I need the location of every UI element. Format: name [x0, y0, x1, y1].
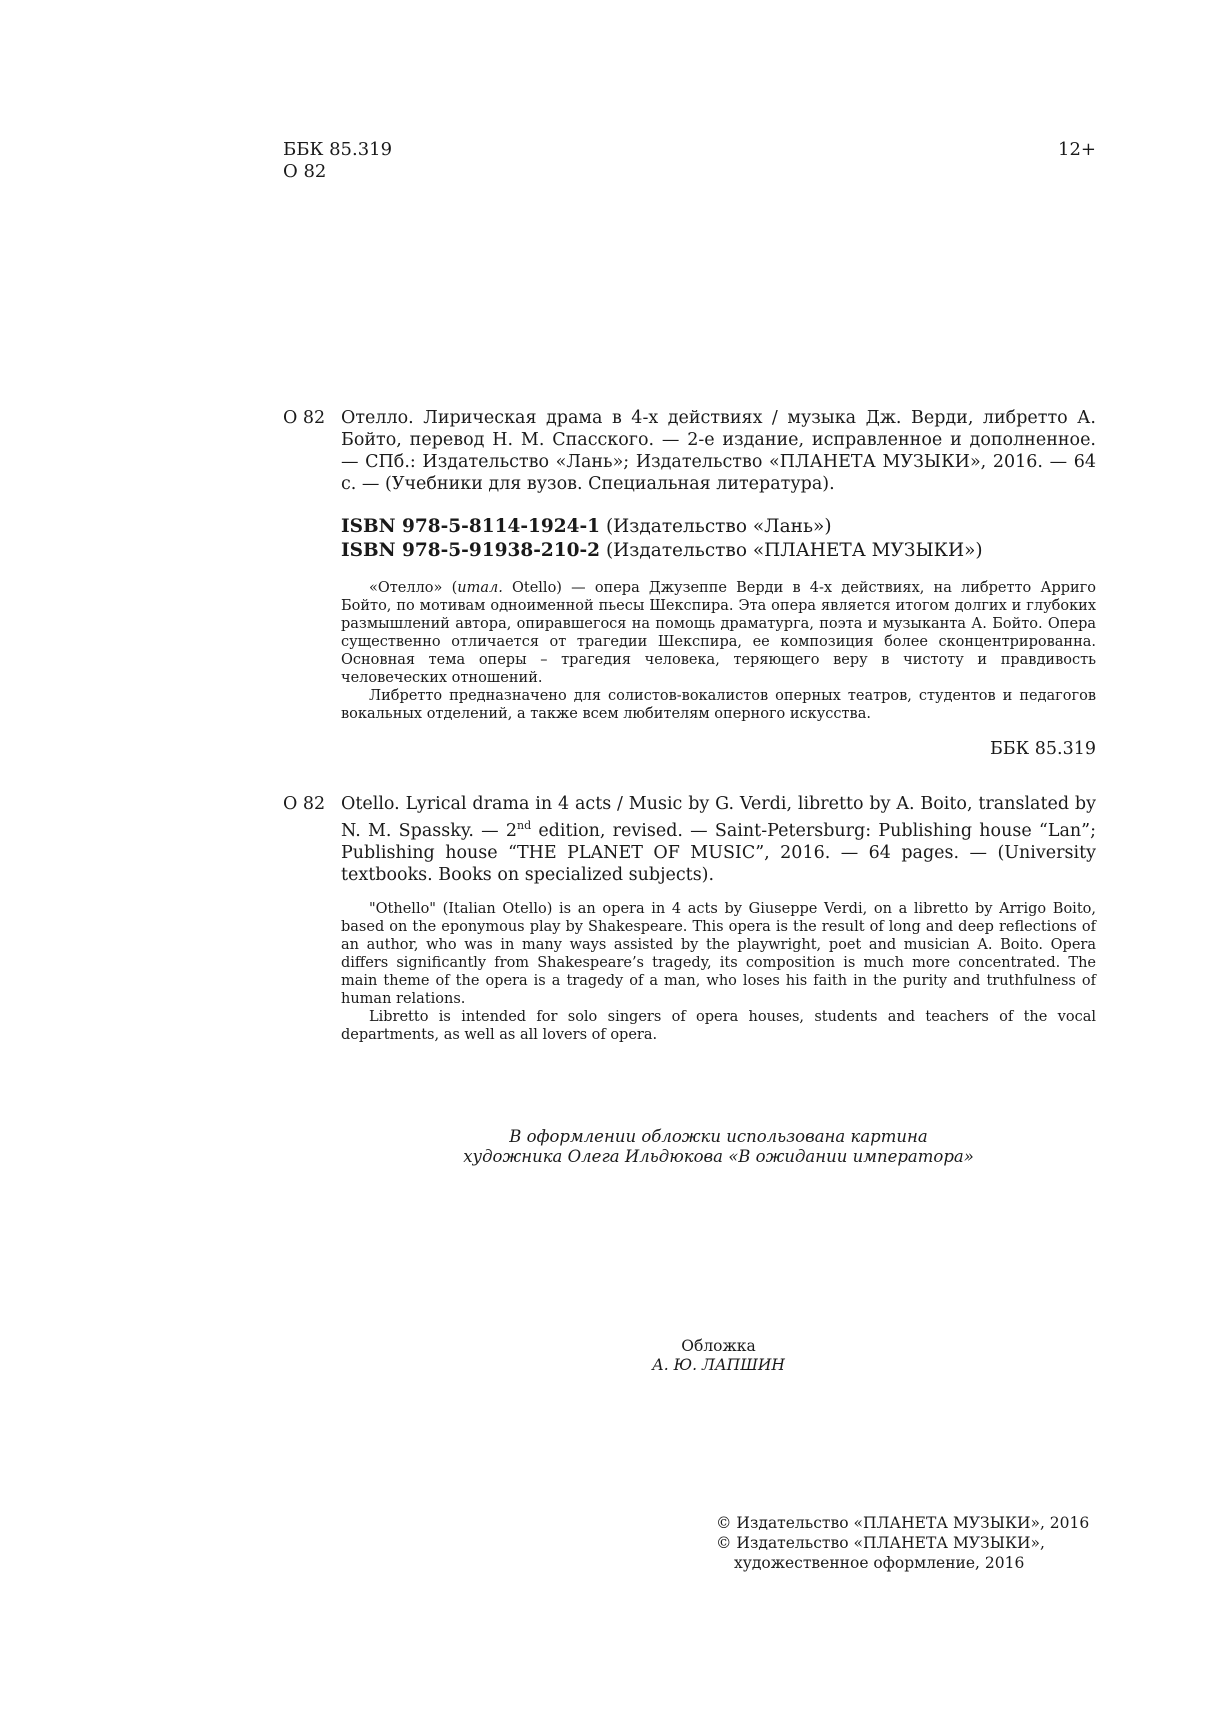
cover-credit: [341, 1337, 1096, 1375]
abstract-paragraph: Libretto is intended for solo singers of opera houses, students and teachers of the vocal departments, as well as all lovers of opera.: [341, 1009, 1096, 1043]
abstract-paragraph: "Othello" (Italian Otello) is an opera in 4 acts by Giuseppe Verdi, on a libretto by Arrigo Boito, based on the eponymous play by Shakespeare. This opera is the result of long and deep reflections of an author, who was in many ways assisted by the playwright, poet and musician A. Boito. Opera differs significantly from Shakespeare’s tragedy, its composition is much more concentrated. The main theme of the opera is a tragedy of a man, who loses his faith in the purity and truthfulness of human relations.: [341, 901, 1096, 1007]
bbk-code: ББК 85.319: [283, 139, 393, 160]
russian-abstract: [341, 579, 1096, 723]
copyright-line: © Издательство «ПЛАНЕТА МУЗЫКИ», 2016: [716, 1514, 1090, 1532]
russian-bibliographic-entry: [283, 407, 1096, 495]
cover-credit-label: Обложка: [681, 1337, 756, 1355]
copyright-line: © Издательство «ПЛАНЕТА МУЗЫКИ», художественное оформление, 2016: [716, 1534, 1045, 1572]
entry-text: [341, 793, 1096, 886]
cover-designer-name: А. Ю. ЛАПШИН: [652, 1356, 785, 1374]
age-rating: 12+: [1058, 139, 1096, 160]
header-codes: [283, 139, 392, 183]
isbn-number: ISBN 978-5-91938-210-2: [341, 540, 601, 561]
english-abstract: [341, 900, 1096, 1044]
cover-note-line: В оформлении обложки использована картина: [509, 1127, 928, 1146]
isbn-line: [341, 539, 1096, 563]
entry-code: O 82: [283, 794, 326, 814]
bbk-index-right: ББК 85.319: [989, 739, 1096, 759]
english-bibliographic-entry: [283, 793, 1096, 886]
abstract-text: Otello) — опера Джузеппе Верди в 4-х действиях, на либретто Арриго Бойто, по мотивам одноименной пьесы Шекспира. Эта опера является итогом долгих и глубоких размышлений автора, опиравшегося на помощь драматурга, поэта и музыканта А. Бойто. Опера существенно отличается от трагедии Шекспира, ее композиция более сконцентрированна. Основная тема оперы – трагедия человека, теряющего веру в чистоту и правдивость человеческих отношений.: [341, 580, 1097, 686]
cover-note-line: художника Олега Ильдюкова «В ожидании императора»: [463, 1147, 974, 1166]
superscript: nd: [516, 819, 532, 832]
entry-text-part: Otello. Lyrical drama in 4 acts / Music by G. Verdi, libretto by A. Boito, translated by N. M. Spassky. — 2: [341, 794, 1096, 841]
isbn-publisher: (Издательство «Лань»): [605, 516, 832, 537]
abstract-italic: итал.: [457, 580, 503, 596]
isbn-line: [341, 515, 1096, 539]
copyright-block: [716, 1513, 1096, 1573]
isbn-publisher: (Издательство «ПЛАНЕТА МУЗЫКИ»): [605, 540, 983, 561]
author-mark: О 82: [283, 161, 327, 182]
cover-illustration-note: [341, 1127, 1096, 1167]
abstract-paragraph: [341, 579, 1096, 687]
entry-text-part: edition, revised. — Saint-Petersburg: Publishing house “Lan”; Publishing house “THE PLANET OF MUSIC”, 2016. — 64 pages. — (University textbooks. Books on specialized subjects).: [341, 820, 1097, 885]
entry-code: О 82: [283, 408, 326, 428]
abstract-text: «Отелло» (: [369, 580, 458, 596]
isbn-block: [341, 515, 1096, 563]
abstract-paragraph: Либретто предназначено для солистов-вокалистов оперных театров, студентов и педагогов вокальных отделений, а также всем любителям оперного искусства.: [341, 688, 1096, 722]
isbn-number: ISBN 978-5-8114-1924-1: [341, 516, 601, 537]
entry-text: Отелло. Лирическая драма в 4-х действиях / музыка Дж. Верди, либретто А. Бойто, перевод Н. М. Спасского. — 2-е издание, исправленное и дополненное. — СПб.: Издательство «Лань»; Издательство «ПЛАНЕТА МУЗЫКИ», 2016. — 64 с. — (Учебники для вузов. Специальная литература).: [341, 408, 1096, 494]
